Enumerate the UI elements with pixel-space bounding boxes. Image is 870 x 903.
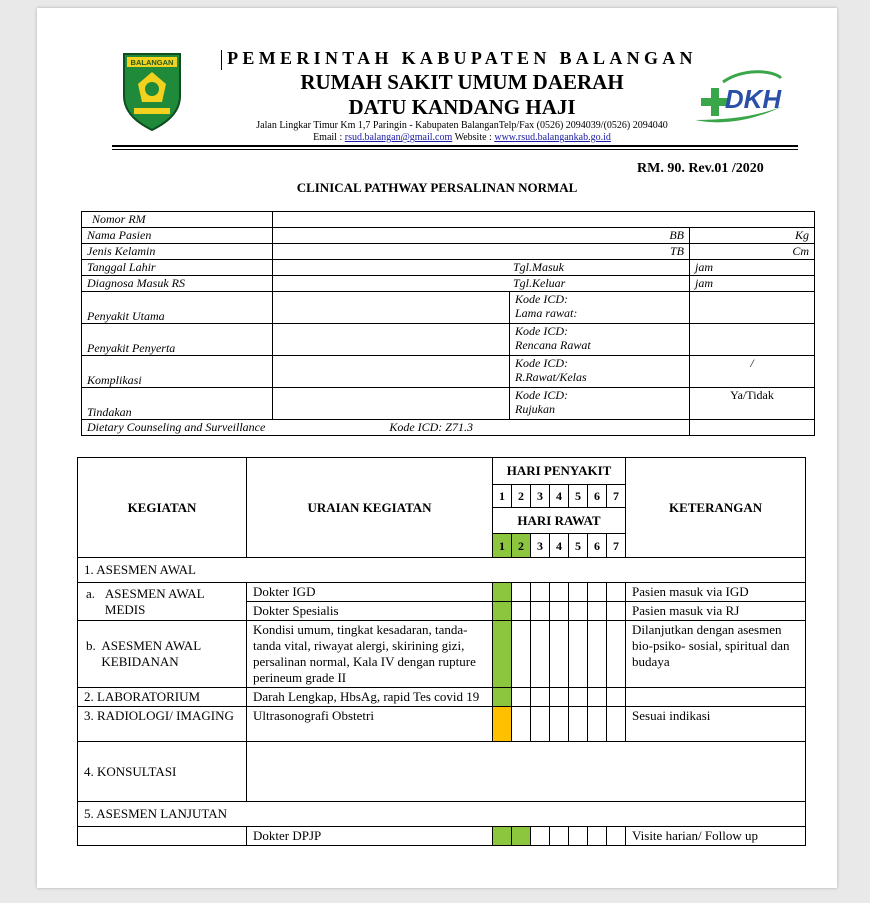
header-hospital-name: DATU KANDANG HAJI (348, 95, 576, 119)
row-diagnosa: Diagnosa Masuk RS Tgl.Keluar jam (82, 276, 815, 292)
header-hospital-type: RUMAH SAKIT UMUM DAERAH (300, 70, 624, 94)
row-tanggal-lahir: Tanggal Lahir Tgl.Masuk jam (82, 260, 815, 276)
svg-text:BALANGAN: BALANGAN (130, 58, 174, 67)
row-jenis-kelamin: Jenis Kelamin TB Cm (82, 244, 815, 260)
row-penyakit-utama: Penyakit Utama Kode ICD: Lama rawat: (82, 292, 815, 324)
header-government: PEMERINTAH KABUPATEN BALANGAN (227, 48, 697, 68)
row-nama-pasien: Nama Pasien BB Kg (82, 228, 815, 244)
section-asesmen-awal: 1. ASESMEN AWAL (78, 558, 806, 583)
row-dietary: Dietary Counseling and Surveillance Kode ICD: Z71.3 (82, 420, 815, 436)
header-hari-rawat: HARI RAWAT (493, 508, 626, 534)
row-tindakan: Tindakan Kode ICD: Rujukan Ya/Tidak (82, 388, 815, 420)
header-address: Jalan Lingkar Timur Km 1,7 Paringin - Kabupaten BalanganTelp/Fax (0526) 2094039/(0526) 2094040 (256, 120, 668, 131)
row-asesmen-medis-igd: a. ASESMEN AWAL MEDIS Dokter IGD Pasien masuk via IGD (78, 583, 806, 602)
website-link[interactable]: www.rsud.balangankab.go.id (494, 132, 611, 143)
patient-info-table (81, 211, 815, 436)
header-keterangan: KETERANGAN (626, 458, 806, 558)
header-uraian: URAIAN KEGIATAN (247, 458, 493, 558)
row-penyakit-penyerta: Penyakit Penyerta Kode ICD: Rencana Rawat (82, 324, 815, 356)
row-radiologi: 3. RADIOLOGI/ IMAGING Ultrasonografi Obstetri Sesuai indikasi (78, 707, 806, 742)
header-rule-thick (112, 145, 798, 147)
document-page (37, 8, 837, 888)
hari-rawat-days: 1 2 3 4 5 6 7 (78, 534, 806, 558)
hari-penyakit-days: 1 2 3 4 5 6 7 (78, 485, 806, 508)
email-link[interactable]: rsud.balangan@gmail.com (344, 132, 453, 143)
header-kegiatan: KEGIATAN (78, 458, 247, 558)
row-komplikasi: Komplikasi Kode ICD: R.Rawat/Kelas / (82, 356, 815, 388)
row-konsultasi: 4. KONSULTASI (78, 742, 806, 802)
form-code: RM. 90. Rev.01 /2020 (637, 161, 764, 176)
row-asesmen-medis-spesialis: Dokter Spesialis Pasien masuk via RJ (78, 602, 806, 621)
header-contact: Email : rsud.balangan@gmail.com Website : www.rsud.balangankab.go.id (313, 132, 611, 143)
nomor-rm-value[interactable] (273, 212, 815, 228)
header-hari-penyakit: HARI PENYAKIT (493, 458, 626, 485)
header-rule-thin (112, 149, 798, 150)
dkh-hospital-logo (693, 68, 785, 128)
section-asesmen-lanjutan: 5. ASESMEN LANJUTAN (78, 802, 806, 827)
form-title: CLINICAL PATHWAY PERSALINAN NORMAL (296, 180, 578, 195)
balangan-regency-logo (120, 52, 184, 132)
svg-text:DKH: DKH (724, 84, 782, 114)
row-dokter-dpjp: Dokter DPJP Visite harian/ Follow up (78, 827, 806, 846)
row-nomor-rm: Nomor RM (82, 212, 815, 228)
row-laboratorium: 2. LABORATORIUM Darah Lengkap, HbsAg, rapid Tes covid 19 (78, 688, 806, 707)
row-asesmen-kebidanan: b. ASESMEN AWAL KEBIDANAN Kondisi umum, tingkat kesadaran, tanda-tanda vital, riwayat alergi, skirining gizi, persalinan normal, Kala IV dengan rupture perineum grade II Dilanjutkan dengan asesmen bio-psiko- sosial, spiritual dan budaya (78, 621, 806, 688)
clinical-pathway-table (77, 457, 806, 846)
